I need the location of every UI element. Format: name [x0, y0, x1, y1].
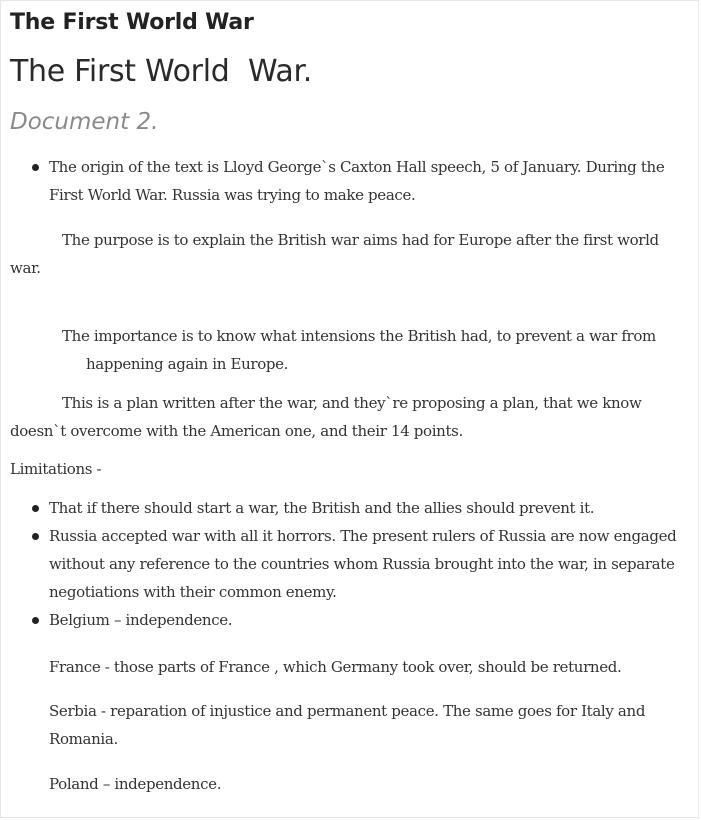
limitation-text: That if there should start a war, the British and the allies should prevent it.	[49, 499, 595, 517]
importance-paragraph	[10, 322, 700, 378]
bullet-icon	[32, 533, 39, 540]
bullet-icon	[32, 617, 39, 624]
purpose-line-2: war.	[10, 259, 41, 277]
bullet-icon	[32, 164, 39, 171]
poland-paragraph: Poland – independence.	[49, 775, 222, 793]
importance-line-2: happening again in Europe.	[86, 355, 289, 373]
bullet-icon	[32, 505, 39, 512]
limitation-text: Russia accepted war with all it horrors. The present rulers of Russia are now engaged without any reference to the countries whom Russia brought into the war, in separate negotiations with their common enemy.	[49, 527, 677, 601]
plan-line-2: doesn`t overcome with the American one, and their 14 points.	[10, 422, 463, 440]
purpose-line-1: The purpose is to explain the British war aims had for Europe after the first world	[62, 231, 659, 249]
list-item	[1, 494, 697, 522]
list-item	[1, 606, 697, 634]
list-item	[1, 153, 691, 209]
plan-paragraph	[10, 389, 700, 445]
origin-list	[1, 153, 691, 209]
serbia-paragraph: Serbia - reparation of injustice and permanent peace. The same goes for Italy and Romania.	[49, 702, 646, 748]
origin-text: The origin of the text is Lloyd George`s Caxton Hall speech, 5 of January. During the First World War. Russia was trying to make peace.	[49, 158, 665, 204]
plan-line-1: This is a plan written after the war, and they`re proposing a plan, that we know	[62, 394, 642, 412]
heading-1: The First World War.	[10, 54, 312, 89]
document-title: The First World War	[10, 10, 254, 35]
importance-line-1: The importance is to know what intensions the British had, to prevent a war from	[62, 327, 656, 345]
limitations-label: Limitations -	[10, 460, 102, 478]
france-paragraph: France - those parts of France , which Germany took over, should be returned.	[49, 658, 622, 676]
purpose-paragraph	[10, 226, 700, 282]
heading-2: Document 2.	[10, 109, 159, 135]
list-item	[1, 522, 697, 606]
limitation-text: Belgium – independence.	[49, 611, 233, 629]
limitations-list	[1, 494, 697, 634]
